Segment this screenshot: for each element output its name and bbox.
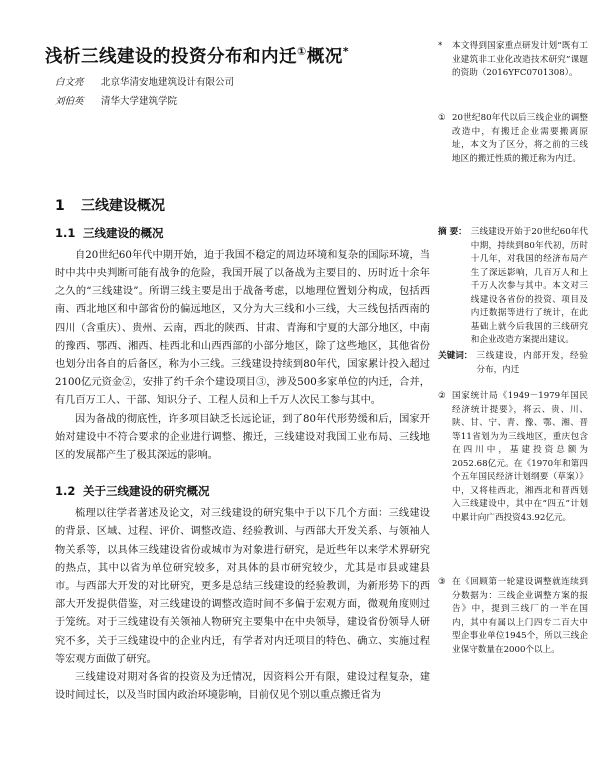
author-name: 刘伯英: [55, 95, 84, 107]
paragraph: 自20世纪60年代中期开始，迫于我国不稳定的周边环境和复杂的国际环境，当时中共中央判断可能有战争的危险，我国开展了以备战为主要目的、历时近十余年之久的“三线建设”。所谓三线主要是出于战备考虑，以地理位置划分构成，包括西南、西北地区和中部省份的偏远地区，又分为大三线和小三线，大三线包括西南的四川（含重庆）、贵州、云南，西北的陕西、甘肃、青海和宁夏的大部分地区，中南的豫西、鄂西、湘西、桂西北和山西西部的小部分地区，除了这些地区，其他省份也划分出各自的后备区，称为小三线。三线建设持续到80年代，国家累计投入超过2100亿元资金②，安排了约千余个建设项目③，涉及500多家单位的内迁，合并，有几百万工人、干部、知识分子、工程人员和上千万人次民工参与其中。: [55, 249, 430, 407]
note-mark: *: [438, 41, 443, 51]
author-affiliation: 北京华清安地建筑设计有限公司: [101, 76, 235, 88]
author-affiliation: 清华大学建筑学院: [101, 95, 178, 107]
subsection-heading-1-2: 1.2 关于三线建设的研究概况: [55, 484, 210, 499]
title-star: *: [342, 45, 350, 58]
title-text: 浅析三线建设的投资分布和内迁: [45, 46, 297, 67]
keywords: [438, 350, 588, 377]
article-title: [45, 38, 430, 71]
keywords-text: 三线建设，内部开发，经验分布，内迁: [476, 351, 588, 375]
footnote-2: [438, 390, 588, 525]
abstract: [438, 226, 588, 348]
section-heading-1: 1 三线建设概况: [55, 197, 165, 214]
footnote-3: [438, 576, 588, 657]
title-tail: 概况: [306, 46, 343, 67]
note-text: 本文得到国家重点研发计划“既有工业建筑非工业化改造技术研究”课题的资助（2016YFC0701308）。: [452, 41, 588, 78]
footnote-1: [438, 112, 588, 166]
note-text: 在《回顾第一轮建设调整就连续到分数据为：三线企业调整方案的报告》中，提到三线厂的一半在国内，其中有属以上门四专二百大中型企事业单位1945个，所以三线企业保守数量在2000个以上。: [452, 577, 588, 655]
article-main: [45, 30, 430, 706]
note-mark: ②: [438, 391, 446, 401]
keywords-label: 关键词：: [438, 351, 473, 361]
paragraph: 因为备战的彻底性，许多项目缺乏长远论证，到了80年代形势缓和后，国家开始对建设中不符合要求的企业进行调整、搬迁，三线建设对我国工业布局、三线地区的发展都产生了极其深远的影响。: [55, 413, 430, 462]
paragraph: 三线建设对期对各省的投资及为迁情况，因资料公开有限，建设过程复杂，建设时间过长，以及当时国内政治环境影响，目前仅见个别以重点搬迁省为: [55, 672, 430, 702]
abstract-text: 三线建设开始于20世纪60年代中期，持续到80年代初，历时十几年，对我国的经济布局产生了深远影响，几百万人和上千万人次参与其中。本文对三线建设各省份的投资、项目及内迁数据等进行了统计，在此基础上就今后我国的三线研究和企业改造方案提出建议。: [470, 227, 588, 345]
subsection-heading-1-1: 1.1 三线建设的概况: [55, 225, 164, 240]
funding-note: [438, 40, 588, 81]
note-text: 国家统计局《1949－1979年国民经济统计提要》，将云、贵、川、陕、甘、宁、青、豫、鄂、湘、晋等11省划为为三线地区，重庆包含在四川中，基建投资总额为2052.68亿元。在《1970年和第四个五年国民经济计划纲要（草案）》中，又将桂西北，湘西北和晋西划入三线建设中，其中在“四五”计划中累计向广西投资43.92亿元。: [452, 391, 588, 523]
paragraph: 梳理以往学者著述及论文，对三线建设的研究集中于以下几个方面：三线建设的背景、区域、过程、评价、调整改造、经验教训、与西部大开发关系、与领袖人物关系等，以具体三线建设省份或城市为对象进行研究，是近些年以来学术界研究的热点，其中以省为单位研究较多，对具体的县市研究较少，尤其是市县或建县市。与西部大开发的对比研究，更多是总结三线建设的经验教训，为新形势下的西部大开发提供借鉴，对三线建设的调整改造时间不多偏于宏观方面，微观角度则过于笼统。对于三线建设有关领袖人物研究主要集中在中央领导，建设省份领导人研究不多，关于三线建设中的企业内迁，有学者对内迁项目的特色、确立、实施过程等宏观方面做了研究。: [55, 508, 430, 665]
author-name: 白文亮: [55, 76, 84, 88]
note-mark: ③: [438, 577, 446, 587]
note-text: 20世纪80年代以后三线企业的调整改造中，有搬迁企业需要搬离原址，本文为了区分，将之前的三线地区的搬迁性质的搬迁称为内迁。: [452, 113, 588, 164]
author-line-1: [45, 75, 430, 90]
title-note-mark: ①: [297, 45, 307, 58]
note-mark: ①: [438, 113, 446, 123]
author-line-2: [45, 94, 430, 109]
abstract-label: 摘 要：: [438, 227, 467, 237]
